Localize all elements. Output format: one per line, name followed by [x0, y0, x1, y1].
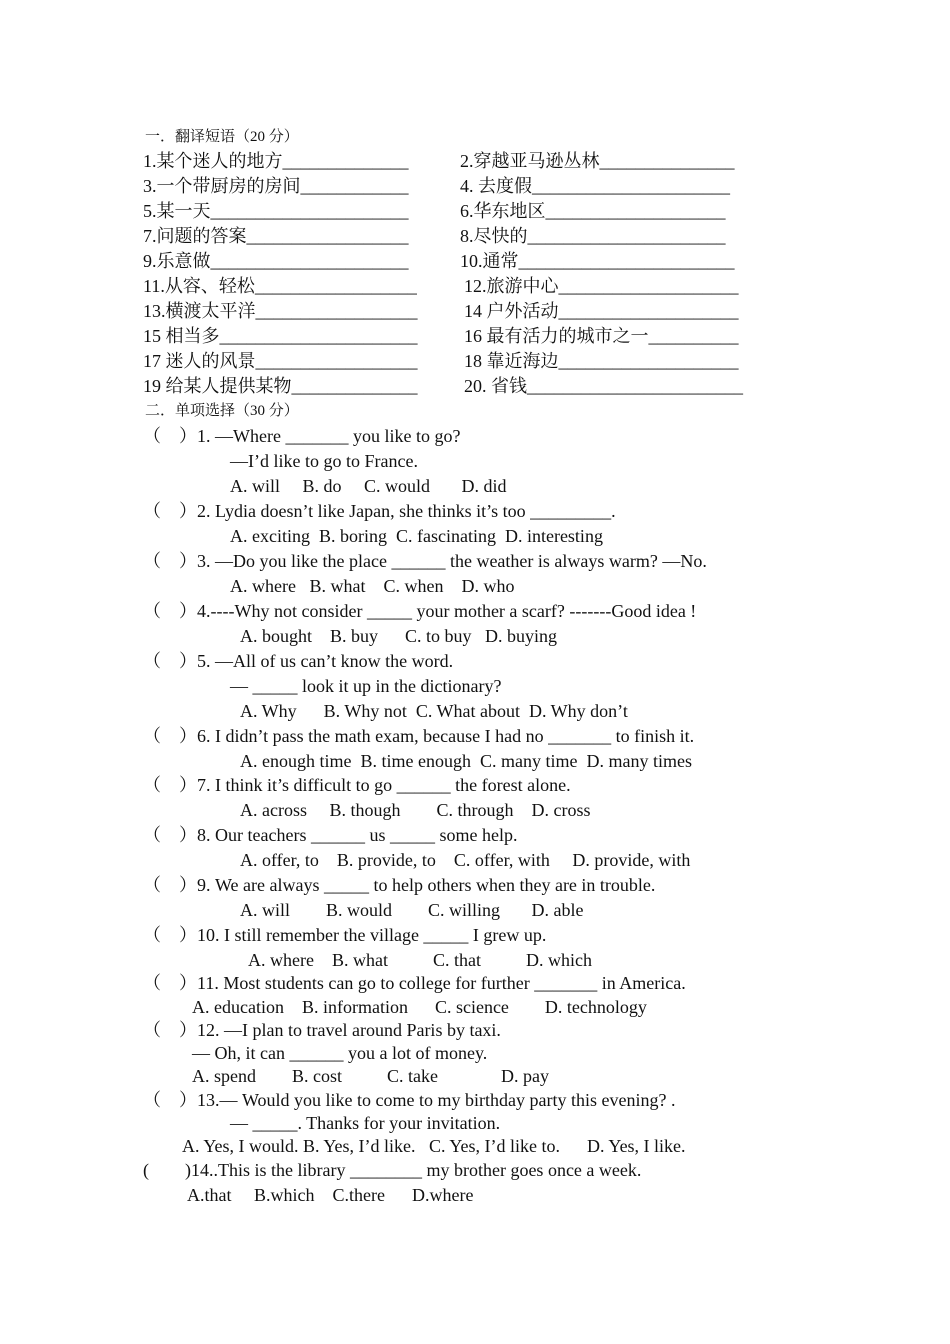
phrase-item: 17 迷人的风景__________________ [143, 351, 418, 371]
question-options: A. will B. do C. would D. did [230, 476, 507, 496]
phrase-item: 19 给某人提供某物______________ [143, 376, 418, 396]
question-stem: （ ）4.----Why not consider _____ your mother a scarf? -------Good idea ! [143, 601, 697, 621]
phrase-item: 5.某一天______________________ [143, 201, 409, 221]
phrase-item: 4. 去度假______________________ [460, 176, 730, 196]
question-stem: （ ）6. I didn’t pass the math exam, because I had no _______ to finish it. [143, 726, 695, 746]
question-line: — _____. Thanks for your invitation. [230, 1113, 501, 1133]
question-stem: （ ）10. I still remember the village _____ I grew up. [143, 925, 547, 945]
phrase-item: 15 相当多______________________ [143, 326, 418, 346]
question-options: A. where B. what C. when D. who [230, 576, 515, 596]
question-options: A. education B. information C. science D. technology [192, 997, 647, 1017]
question-line: —I’d like to go to France. [230, 451, 418, 471]
question-options: A.that B.which C.there D.where [187, 1185, 474, 1205]
phrase-item: 8.尽快的______________________ [460, 226, 726, 246]
question-stem: （ ）12. —I plan to travel around Paris by taxi. [143, 1020, 501, 1040]
question-stem: （ ）1. —Where _______ you like to go? [143, 426, 461, 446]
phrase-item: 12.旅游中心____________________ [464, 276, 739, 296]
phrase-item: 13.横渡太平洋__________________ [143, 301, 418, 321]
section-1-heading: 一．翻译短语（20 分） [145, 129, 299, 145]
question-options: A. bought B. buy C. to buy D. buying [240, 626, 558, 646]
phrase-item: 7.问题的答案__________________ [143, 226, 409, 246]
question-options: A. spend B. cost C. take D. pay [192, 1066, 549, 1086]
phrase-item: 16 最有活力的城市之一__________ [464, 326, 739, 346]
phrase-item: 6.华东地区____________________ [460, 201, 726, 221]
question-stem: （ ）3. —Do you like the place ______ the weather is always warm? —No. [143, 551, 707, 571]
question-options: A. enough time B. time enough C. many time D. many times [240, 751, 692, 771]
question-stem: （ ）11. Most students can go to college for further _______ in America. [143, 973, 686, 993]
question-options: A. across B. though C. through D. cross [240, 800, 591, 820]
phrase-item: 1.某个迷人的地方______________ [143, 151, 409, 171]
phrase-item: 11.从容、轻松__________________ [143, 276, 417, 296]
question-options: A. exciting B. boring C. fascinating D. interesting [230, 526, 603, 546]
question-line: — Oh, it can ______ you a lot of money. [192, 1043, 488, 1063]
phrase-item: 3.一个带厨房的房间____________ [143, 176, 409, 196]
phrase-item: 10.通常________________________ [460, 251, 735, 271]
phrase-item: 18 靠近海边____________________ [464, 351, 739, 371]
question-stem: （ ）8. Our teachers ______ us _____ some help. [143, 825, 518, 845]
question-stem: （ ）9. We are always _____ to help others when they are in trouble. [143, 875, 656, 895]
phrase-item: 20. 省钱________________________ [464, 376, 743, 396]
question-line: — _____ look it up in the dictionary? [230, 676, 502, 696]
question-stem: （ ）13.— Would you like to come to my birthday party this evening? . [143, 1090, 676, 1110]
phrase-item: 9.乐意做______________________ [143, 251, 409, 271]
phrase-item: 14 户外活动____________________ [464, 301, 739, 321]
question-stem: ( )14..This is the library ________ my brother goes once a week. [143, 1160, 642, 1180]
phrase-item: 2.穿越亚马逊丛林_______________ [460, 151, 735, 171]
section-2-heading: 二．单项选择（30 分） [145, 403, 299, 419]
question-options: A. Yes, I would. B. Yes, I’d like. C. Yes, I’d like to. D. Yes, I like. [182, 1136, 686, 1156]
question-stem: （ ）7. I think it’s difficult to go ______ the forest alone. [143, 775, 571, 795]
question-options: A. Why B. Why not C. What about D. Why don’t [240, 701, 628, 721]
question-options: A. where B. what C. that D. which [248, 950, 592, 970]
question-stem: （ ）2. Lydia doesn’t like Japan, she thinks it’s too _________. [143, 501, 616, 521]
question-stem: （ ）5. —All of us can’t know the word. [143, 651, 454, 671]
question-options: A. will B. would C. willing D. able [240, 900, 584, 920]
question-options: A. offer, to B. provide, to C. offer, with D. provide, with [240, 850, 691, 870]
